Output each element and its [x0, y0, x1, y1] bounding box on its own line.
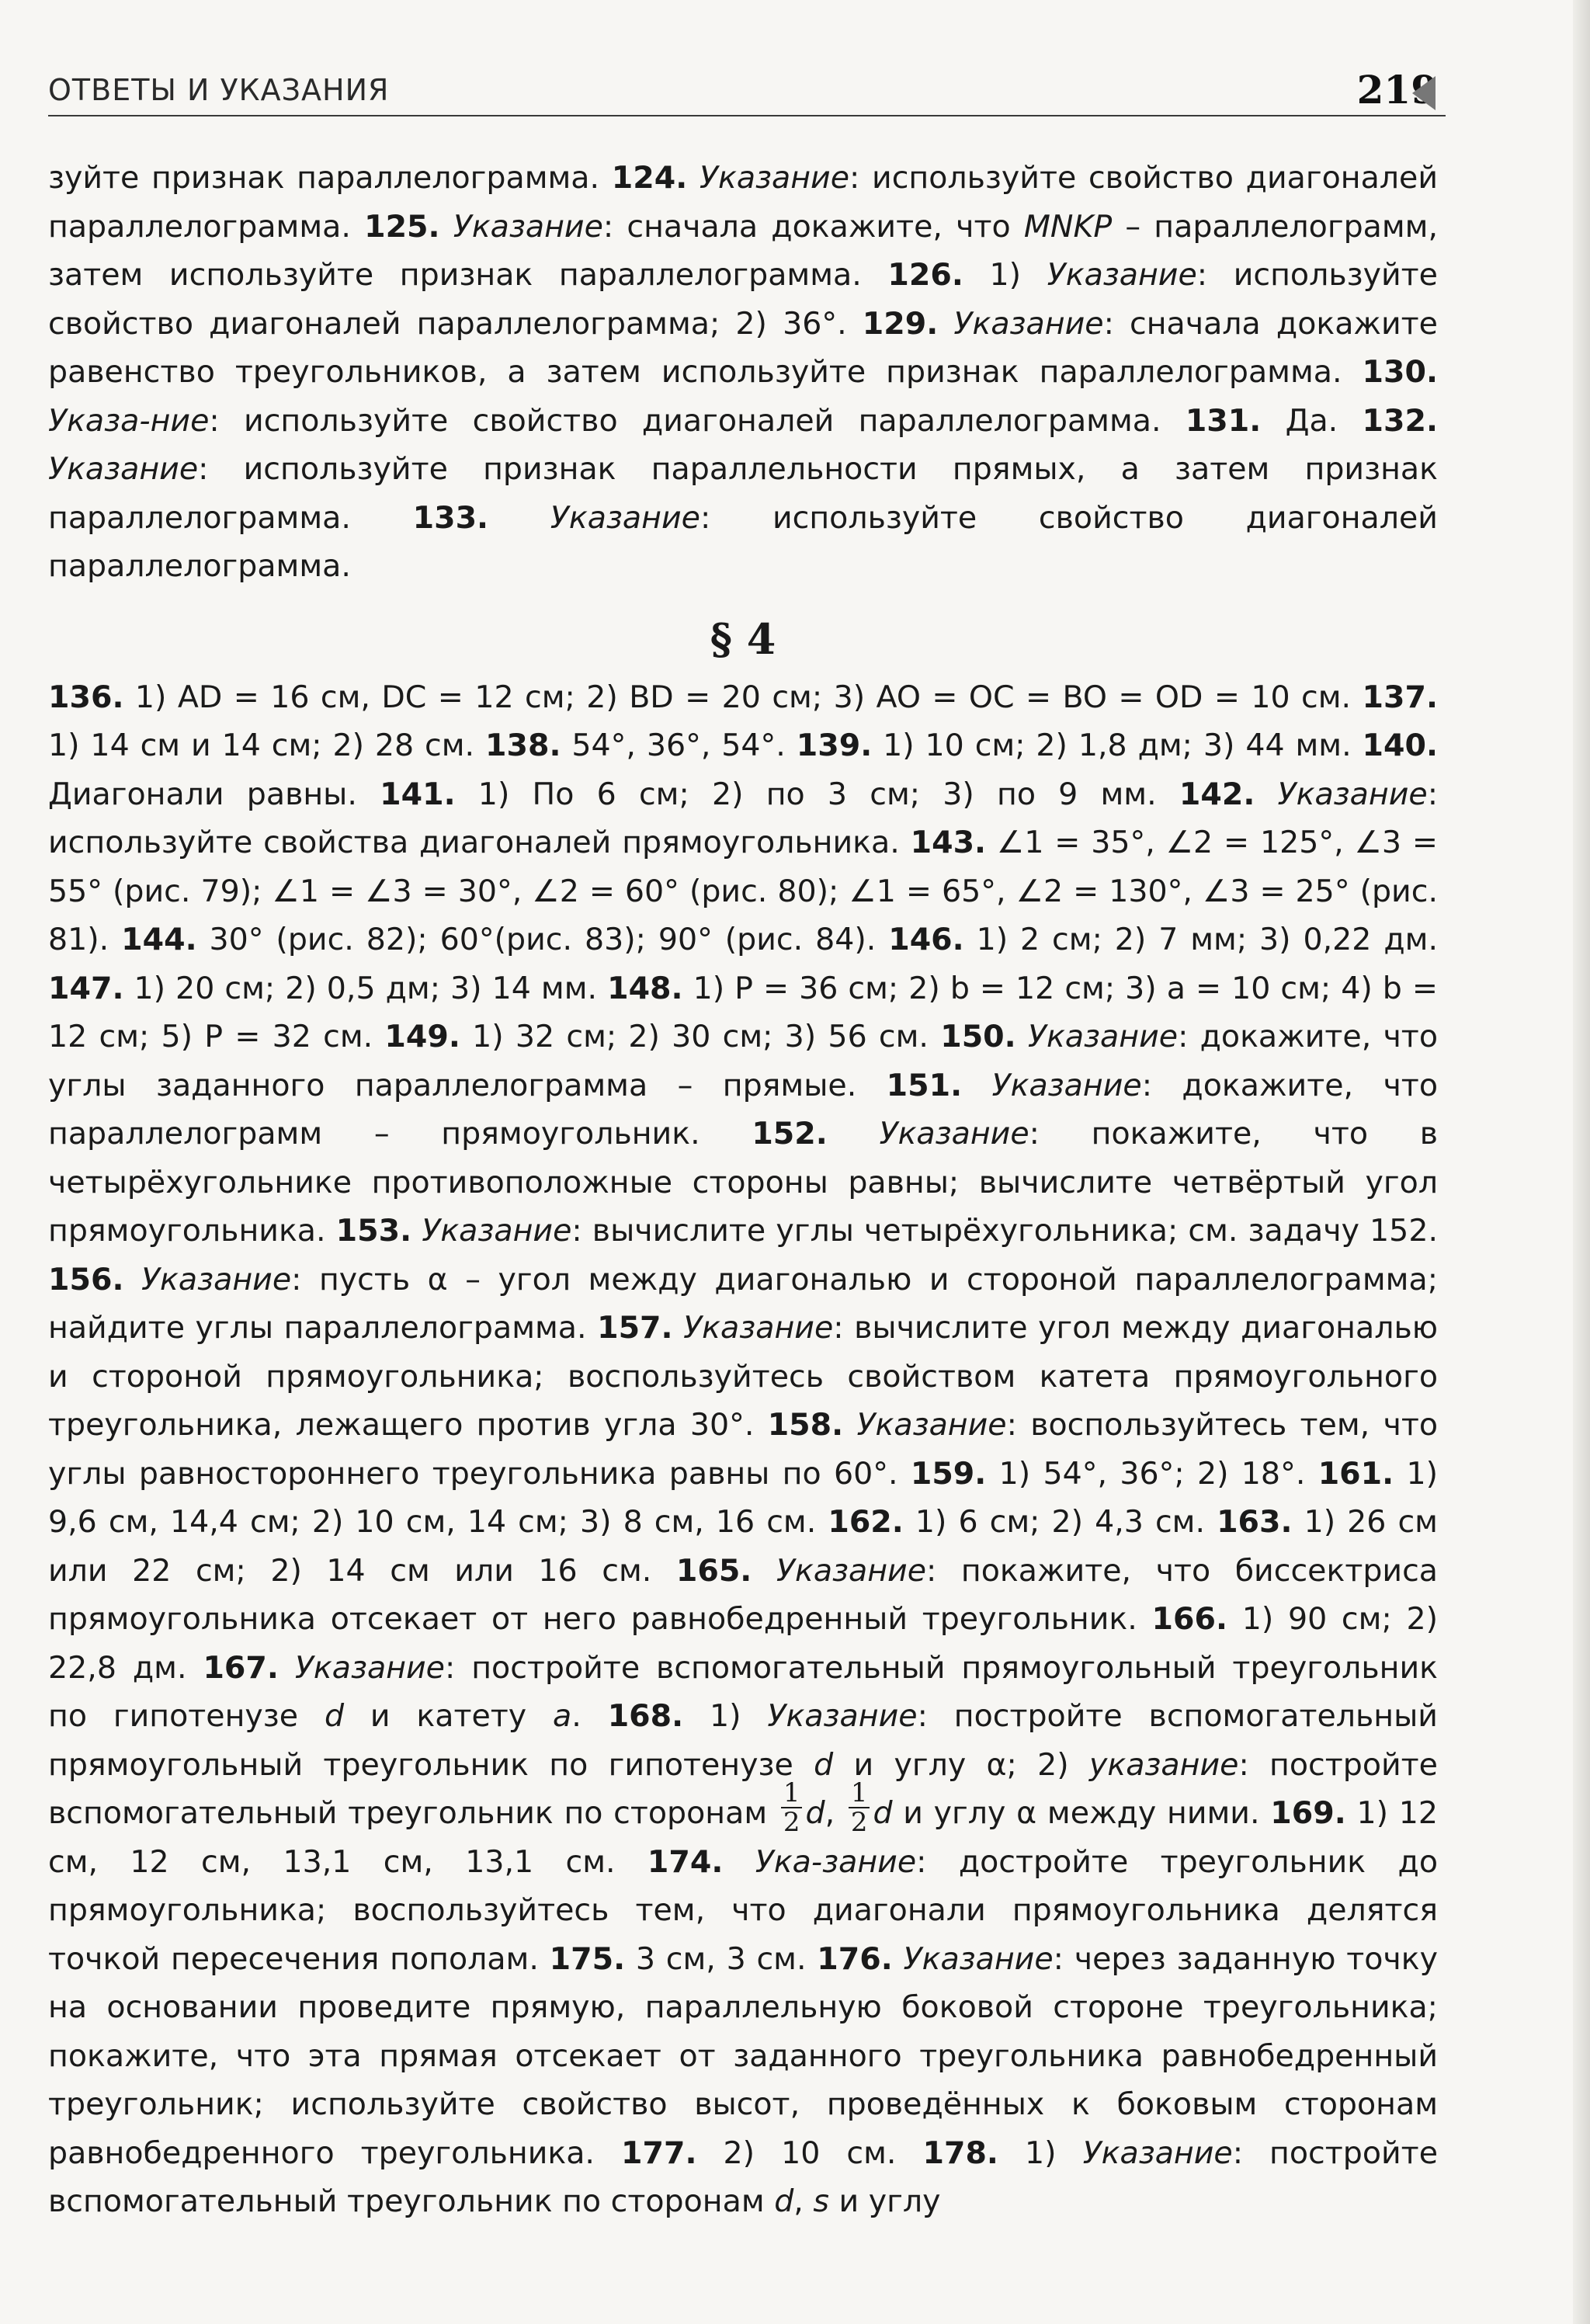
problem-number: 166.: [1151, 1601, 1228, 1637]
problem-number: 174.: [647, 1843, 724, 1880]
hint-label: Указание: [767, 1698, 918, 1734]
problem-number: 178.: [922, 2135, 998, 2171]
problem-number: 153.: [335, 1213, 412, 1249]
problem-number: 159.: [910, 1455, 987, 1492]
hint-label: Указа-: [48, 402, 151, 439]
text: Да.: [1261, 402, 1363, 439]
problem-number: 150.: [940, 1019, 1016, 1054]
answer-text: : воспользуйтесь тем, что углы равностороннего треугольника равны по 60°.: [48, 1407, 1438, 1492]
answer-text: 1) 9,6 см, 14,4 см; 2) 10 см, 14 см; 3) 8 см, 16 см.: [48, 1455, 1439, 1540]
answer-text: 54°, 36°, 54°.: [561, 728, 797, 763]
math-variable: d: [774, 2183, 794, 2219]
text: : используйте свойство диагоналей параллелограмма.: [48, 499, 1438, 584]
answer-text: : докажите, что параллелограмм – прямоугольник.: [48, 1067, 1438, 1152]
problem-number: 175.: [549, 1940, 626, 1977]
hint-label: зание: [822, 1843, 917, 1880]
answer-text: 1) 6 см; 2) 4,3 см.: [903, 1504, 1217, 1540]
problem-number: 157.: [597, 1310, 673, 1346]
answer-text: : постройте вспомогательный треугольник по сторонам: [48, 1746, 1438, 1831]
problem-number: 148.: [607, 970, 683, 1006]
answer-text: и углу: [828, 2183, 941, 2219]
problem-number: 161.: [1317, 1455, 1394, 1492]
problem-number: 169.: [1270, 1795, 1346, 1831]
problem-number: 167.: [203, 1649, 279, 1686]
answer-text: 30° (рис. 82); 60°(рис. 83); 90° (рис. 84).: [196, 922, 889, 957]
answers-text: [48, 154, 1438, 2226]
text: зуйте признак параллелограмма.: [48, 160, 612, 196]
math-variable: a: [553, 1698, 572, 1734]
hint-label: Указание: [1082, 2135, 1233, 2171]
text: – параллелограмм, затем используйте признак параллелограмма.: [48, 208, 1439, 293]
answer-text: : вычислите углы четырёхугольника; см. задачу 152.: [571, 1213, 1439, 1249]
problem-number: 140.: [1362, 728, 1438, 763]
hint-label: Указание: [1277, 776, 1428, 812]
problem-number: 126.: [887, 257, 963, 293]
problem-number: 152.: [752, 1116, 828, 1152]
answer-text: : вычислите угол между диагональю и стороной прямоугольника; воспользуйтесь свойством катета прямоугольного треугольника, лежащего против угла 30°.: [48, 1310, 1438, 1443]
hint-label: Указание: [683, 1310, 834, 1346]
answer-text: : покажите, что биссектриса прямоугольника отсекает от него равнобедренный треугольник.: [48, 1552, 1438, 1637]
problem-number: 133.: [412, 499, 489, 536]
problem-number: 177.: [621, 2135, 697, 2171]
paragraph-continued-answers: [48, 154, 1438, 591]
problem-number: 156.: [48, 1261, 124, 1297]
problem-number: 125.: [364, 208, 440, 245]
math-variable: d: [805, 1795, 825, 1831]
answer-text: и углу α; 2): [833, 1746, 1089, 1783]
answer-text: : постройте вспомогательный прямоугольный треугольник по гипотенузе: [48, 1698, 1438, 1783]
answer-text: 1) P = 36 см; 2) b = 12 см; 3) a = 10 см; 4) b = 12 см; 5) P = 32 см.: [48, 970, 1438, 1054]
answer-text: : пусть α – угол между диагональю и стороной параллелограмма; найдите углы параллелограмма.: [48, 1261, 1438, 1346]
fraction-denominator: 2: [850, 1806, 868, 1838]
answer-text: : докажите, что углы заданного параллелограмма – прямые.: [48, 1019, 1438, 1103]
answer-text: : постройте вспомогательный треугольник по сторонам: [48, 2135, 1438, 2219]
math-variable: s: [813, 2183, 829, 2219]
answer-text: : покажите, что в четырёхугольнике противоположные стороны равны; вычислите четвёртый угол прямоугольника.: [48, 1116, 1438, 1249]
section-heading: § 4: [710, 613, 776, 664]
fraction-denominator: 2: [783, 1806, 800, 1838]
answer-text: 1) 14 см и 14 см; 2) 28 см.: [48, 728, 485, 763]
hint-label: Ука-: [755, 1843, 823, 1880]
math-variable: d: [873, 1795, 893, 1831]
hint-label: Указание: [953, 305, 1104, 342]
problem-number: 149.: [384, 1019, 460, 1054]
problem-number: 158.: [767, 1407, 844, 1443]
answer-text: 1): [998, 2135, 1083, 2171]
answer-text: Диагонали равны.: [48, 776, 380, 812]
answer-text: : через заданную точку на основании проведите прямую, параллельную боковой стороне треугольника; покажите, что эта прямая отсекает от заданного треугольника равнобедренный треугольник; используйте свойство высот, проведённых к боковым сторонам равнобедренного треугольника.: [48, 1940, 1438, 2171]
answer-text: : достройте треугольник до прямоугольника; воспользуйтесь тем, что диагонали прямоугольника делятся точкой пересечения пополам.: [48, 1843, 1438, 1977]
answer-text: 1) По 6 см; 2) по 3 см; 3) по 9 мм.: [455, 776, 1179, 812]
page-marker-triangle-icon: [1412, 76, 1436, 110]
fraction-numerator: 1: [781, 1779, 803, 1808]
fraction-numerator: 1: [849, 1779, 870, 1808]
problem-number: 165.: [675, 1552, 752, 1589]
math-variable: MNKP: [1023, 208, 1113, 245]
answer-text: ∠1 = 35°, ∠2 = 125°, ∠3 = 55° (рис. 79); ∠1 = ∠3 = 30°, ∠2 = 60° (рис. 80); ∠1 = 65°, ∠2 = 130°, ∠3 = 25° (рис. 81).: [48, 825, 1438, 957]
problem-number: 143.: [910, 825, 987, 860]
hint-label: Указание: [903, 1940, 1054, 1977]
hint-label: указание: [1088, 1746, 1239, 1783]
problem-number: 141.: [380, 776, 456, 812]
answer-text: ,: [793, 2183, 814, 2219]
text: : сначала докажите равенство треугольников, а затем используйте признак параллелограмма.: [48, 305, 1438, 390]
answer-text: 1) 2 см; 2) 7 мм; 3) 0,22 дм.: [963, 922, 1439, 957]
answer-text: 1) 54°, 36°; 2) 18°.: [986, 1455, 1318, 1492]
fraction-one-half: [849, 1779, 870, 1836]
problem-number: 176.: [817, 1940, 893, 1977]
hint-label: Указание: [294, 1649, 445, 1686]
answer-text: 1) 12 см, 12 см, 13,1 см, 13,1 см.: [48, 1795, 1438, 1880]
answer-text: 1) 90 см; 2) 22,8 дм.: [48, 1601, 1438, 1686]
answer-text: 1) 10 см; 2) 1,8 дм; 3) 44 мм.: [872, 728, 1363, 763]
fraction-one-half: [781, 1779, 803, 1836]
problem-number: 138.: [485, 728, 561, 763]
page-edge-shadow: [1573, 0, 1590, 2324]
hint-label: Указание: [1047, 257, 1197, 293]
hint-label: Указание: [879, 1116, 1029, 1152]
running-header: [48, 67, 1446, 116]
problem-number: 131.: [1185, 402, 1262, 439]
answer-text: 1): [683, 1698, 768, 1734]
answer-text: 3 см, 3 см.: [625, 1940, 818, 1977]
paragraph-section-4-answers: [48, 673, 1438, 2226]
answer-text: 1) 20 см; 2) 0,5 дм; 3) 14 мм.: [123, 970, 608, 1006]
answer-text: и углу α между ними.: [892, 1795, 1271, 1831]
problem-number: 124.: [611, 160, 688, 196]
problem-number: 147.: [48, 970, 124, 1006]
hint-label: Указание: [453, 208, 603, 245]
answer-text: ,: [825, 1795, 845, 1831]
hint-label: Указание: [48, 451, 199, 487]
answer-text: и катету: [344, 1698, 554, 1734]
problem-number: 137.: [1362, 679, 1438, 715]
hint-label: Указание: [776, 1552, 927, 1589]
hint-label: Указание: [422, 1213, 572, 1249]
answer-text: 1) 26 см или 22 см; 2) 14 см или 16 см.: [48, 1504, 1438, 1589]
page-number: 219: [1356, 67, 1438, 113]
answer-text: : постройте вспомогательный прямоугольный треугольник по гипотенузе: [48, 1649, 1438, 1734]
hint-label: Указание: [1027, 1019, 1179, 1054]
problem-number: 151.: [886, 1067, 963, 1103]
header-title: ОТВЕТЫ И УКАЗАНИЯ: [48, 73, 390, 107]
problem-number: 130.: [1362, 354, 1438, 390]
hint-label: Указание: [699, 160, 850, 196]
hint-label: Указание: [550, 499, 700, 536]
math-variable: d: [324, 1698, 345, 1734]
problem-number: 129.: [862, 305, 939, 342]
hint-label: ние: [150, 402, 210, 439]
hint-label: Указание: [856, 1407, 1007, 1443]
problem-number: 142.: [1179, 776, 1255, 812]
problem-number: 146.: [888, 922, 964, 957]
text: 1): [963, 257, 1047, 293]
problem-number: 144.: [121, 922, 197, 957]
answer-text: 1) 32 см; 2) 30 см; 3) 56 см.: [460, 1019, 941, 1054]
answer-text: : используйте свойства диагоналей прямоугольника.: [48, 776, 1439, 860]
answer-text: 1) AD = 16 см, DC = 12 см; 2) BD = 20 см; 3) AO = OC = BO = OD = 10 см.: [123, 679, 1363, 715]
problem-number: 136.: [48, 679, 124, 715]
text: : сначала докажите, что: [602, 208, 1024, 245]
problem-number: 168.: [607, 1698, 684, 1734]
problem-number: 163.: [1217, 1504, 1293, 1540]
hint-label: Указание: [141, 1261, 292, 1297]
problem-number: 139.: [796, 728, 873, 763]
answer-text: .: [571, 1698, 608, 1734]
text: : используйте свойство диагоналей параллелограмма; 2) 36°.: [48, 257, 1438, 342]
text: : используйте свойство диагоналей параллелограмма.: [209, 402, 1186, 439]
text: : используйте признак параллельности прямых, а затем признак параллелограмма.: [48, 451, 1438, 536]
math-variable: d: [814, 1746, 834, 1783]
hint-label: Указание: [991, 1067, 1142, 1103]
problem-number: 132.: [1362, 402, 1439, 439]
answer-text: 2) 10 см.: [696, 2135, 923, 2171]
problem-number: 162.: [828, 1504, 904, 1540]
text: : используйте свойство диагоналей параллелограмма.: [48, 160, 1438, 245]
